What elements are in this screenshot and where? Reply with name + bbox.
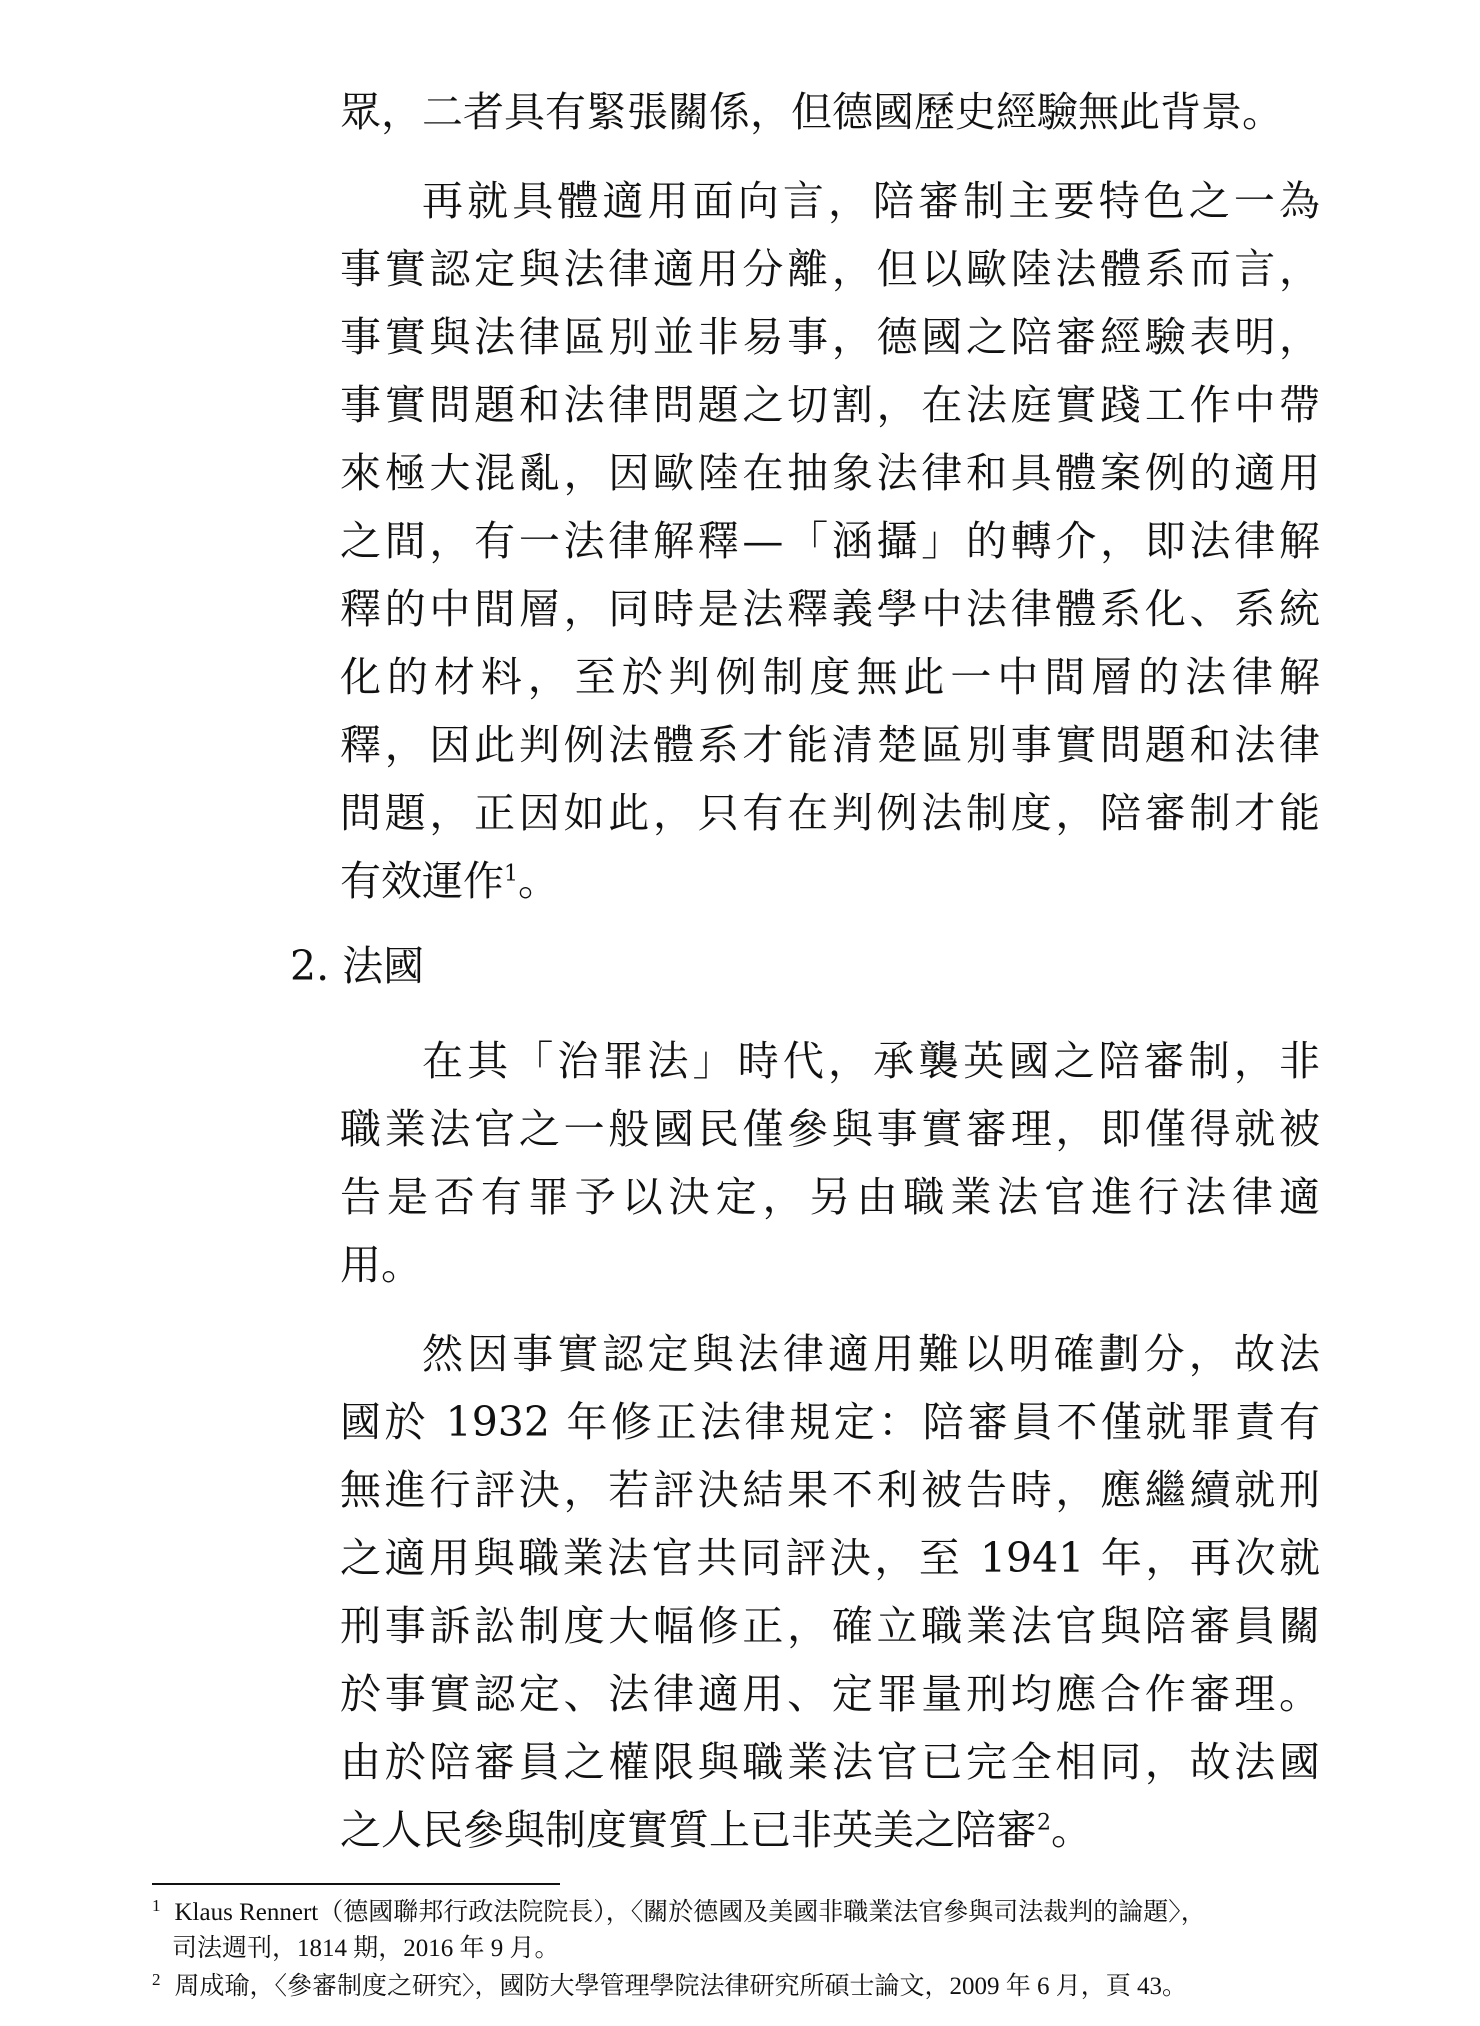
paragraph-line: 事實問題和法律問題之切割，在法庭實踐工作中帶 — [340, 381, 1320, 429]
footnote-text: 周成瑜，〈參審制度之研究〉，國防大學管理學院法律研究所碩士論文，2009 年 6 月，頁 43。 — [174, 1973, 1188, 2000]
paragraph-line: 之適用與職業法官共同評決，至 1941 年，再次就 — [340, 1534, 1320, 1582]
paragraph-line: 化的材料，至於判例制度無此一中間層的法律解 — [340, 653, 1320, 701]
line-text: 有效運作 — [340, 857, 504, 905]
paragraph-line: 釋，因此判例法體系才能清楚區別事實問題和法律 — [340, 721, 1320, 769]
paragraph-line: 用。 — [340, 1241, 422, 1289]
paragraph-line: 於事實認定、法律適用、定罪量刑均應合作審理。 — [340, 1670, 1320, 1718]
footnote-text: Klaus Rennert（德國聯邦行政法院院長），〈關於德國及美國非職業法官參與司法裁判的論題〉， — [174, 1899, 1206, 1926]
section-heading: 2. 法國 — [290, 942, 425, 990]
line-text: 之人民參與制度實質上已非英美之陪審 — [340, 1806, 1037, 1854]
paragraph-line: 在其「治罪法」時代，承襲英國之陪審制，非 — [422, 1037, 1320, 1085]
footnote-1 — [152, 1895, 1332, 1967]
paragraph-line: 眾，二者具有緊張關係，但德國歷史經驗無此背景。 — [340, 88, 1283, 136]
paragraph-line: 無進行評決，若評決結果不利被告時，應繼續就刑 — [340, 1466, 1320, 1514]
footnote-mark: 2 — [152, 1969, 161, 1989]
paragraph-line: 再就具體適用面向言，陪審制主要特色之一為 — [422, 177, 1320, 225]
footnote-ref[interactable]: 1 — [504, 861, 518, 887]
paragraph-line: 問題，正因如此，只有在判例法制度，陪審制才能 — [340, 789, 1320, 837]
line-end: 。 — [1051, 1806, 1092, 1854]
paragraph-line: 職業法官之一般國民僅參與事實審理，即僅得就被 — [340, 1105, 1320, 1153]
footnote-mark: 1 — [152, 1895, 161, 1915]
footnote-2 — [152, 1969, 1332, 2005]
paragraph-line: 事實與法律區別並非易事，德國之陪審經驗表明， — [340, 313, 1320, 361]
paragraph-line: 之間，有一法律解釋—「涵攝」的轉介，即法律解 — [340, 517, 1320, 565]
paragraph-line — [340, 1802, 1320, 1858]
paragraph-line: 然因事實認定與法律適用難以明確劃分，故法 — [422, 1330, 1320, 1378]
paragraph-line — [340, 853, 1320, 909]
paragraph-line: 刑事訴訟制度大幅修正，確立職業法官與陪審員關 — [340, 1602, 1320, 1650]
paragraph-line: 事實認定與法律適用分離，但以歐陸法體系而言， — [340, 245, 1320, 293]
paragraph-line: 釋的中間層，同時是法釋義學中法律體系化、系統 — [340, 585, 1320, 633]
paragraph-line: 由於陪審員之權限與職業法官已完全相同，故法國 — [340, 1738, 1320, 1786]
paragraph-line: 告是否有罪予以決定，另由職業法官進行法律適 — [340, 1173, 1320, 1221]
footnote-text-cont: 司法週刊，1814 期，2016 年 9 月。 — [172, 1935, 560, 1962]
footnote-separator — [152, 1883, 560, 1885]
paragraph-line: 國於 1932 年修正法律規定：陪審員不僅就罪責有 — [340, 1398, 1320, 1446]
paragraph-line: 來極大混亂，因歐陸在抽象法律和具體案例的適用 — [340, 449, 1320, 497]
line-end: 。 — [518, 857, 559, 905]
footnote-ref[interactable]: 2 — [1037, 1810, 1051, 1836]
